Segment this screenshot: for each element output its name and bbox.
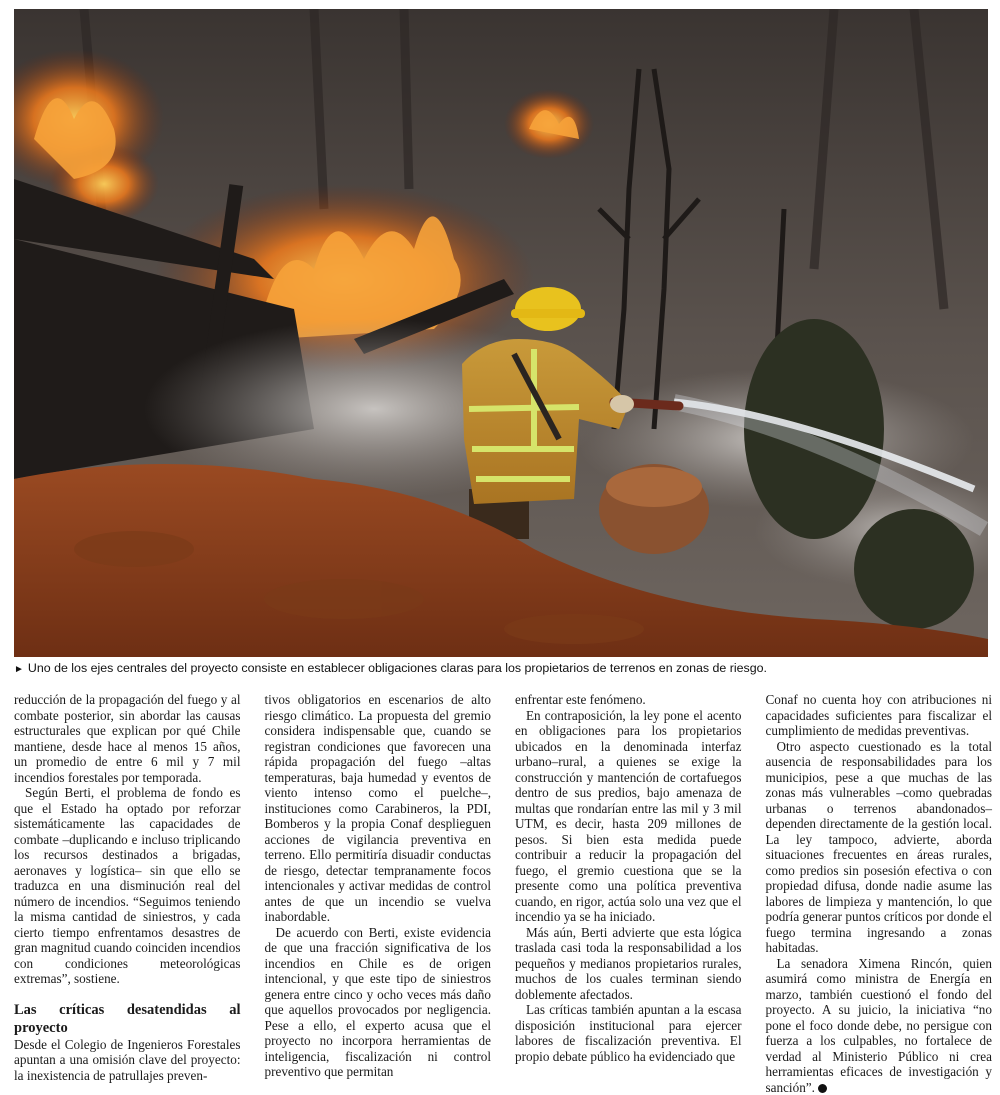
photo-caption [14, 660, 994, 678]
column-1 [14, 692, 241, 1084]
paragraph: Conaf no cuenta hoy con atribuciones ni capacidades suficientes para fiscalizar el cumplimiento de medidas preventivas. [766, 692, 993, 739]
column-2 [265, 692, 492, 1084]
paragraph-text: La senadora Ximena Rincón, quien asumirá como ministra de Energía en marzo, también cuestionó el fondo del proyecto. A su juicio, la iniciativa “no pone el foco donde debe, no persigue con fuerza a los culpables, no fortalece de verdad al Ministerio Público ni crea herramientas eficaces de investigación y sanción”. [766, 956, 993, 1095]
paragraph: Las críticas también apuntan a la escasa disposición institucional para ejercer labores de fiscalización preventiva. El propio debate público ha evidenciado que [515, 1002, 742, 1064]
caption-text: Uno de los ejes centrales del proyecto consiste en establecer obligaciones claras para los propietarios de terrenos en zonas de riesgo. [28, 661, 767, 675]
paragraph: Más aún, Berti advierte que esta lógica traslada casi toda la responsabilidad a los pequeños y medianos propietarios rurales, muchos de los cuales terminan siendo doblemente afectados. [515, 925, 742, 1003]
paragraph: tivos obligatorios en escenarios de alto riesgo climático. La propuesta del gremio considera indispensable que, cuando se registran condiciones que favorecen una rápida propagación del fuego –altas temperaturas, baja humedad y eventos de viento intenso como el puelche–, instituciones como Carabineros, la PDI, Bomberos y la propia Conaf desplieguen acciones de vigilancia preventiva en terreno. Ello permitiría disuadir conductas de riesgo, detectar tempranamente focos intencionales y activar medidas de control antes de que un incendio se vuelva inabordable. [265, 692, 492, 925]
paragraph-last [766, 956, 993, 1095]
end-of-article-icon [818, 1084, 827, 1093]
paragraph: reducción de la propagación del fuego y al combate posterior, sin abordar las causas estructurales que explican por qué Chile mantiene, desde hace al menos 15 años, un promedio de entre 6 mil y 7 mil incendios forestales por temporada. [14, 692, 241, 785]
paragraph: enfrentar este fenómeno. [515, 692, 742, 708]
news-photo [14, 9, 988, 657]
paragraph: De acuerdo con Berti, existe evidencia de que una fracción significativa de los incendios en Chile es de origen intencional, y que este tipo de siniestros genera entre cinco y ocho veces más daño que aquellos provocados por negligencia. Pese a ello, el experto acusa que el proyecto no incorpora herramientas de inteligencia, fiscalización ni control preventivo que permitan [265, 925, 492, 1080]
column-3 [515, 692, 742, 1084]
paragraph: Desde el Colegio de Ingenieros Forestales apuntan a una omisión clave del proyecto: la inexistencia de patrullajes preven- [14, 1037, 241, 1084]
article-columns [14, 692, 992, 1084]
paragraph: Según Berti, el problema de fondo es que el Estado ha optado por reforzar sistemáticamente las capacidades de combate –duplicando e incluso triplicando los recursos destinados a brigadas, aeronaves y logística– sin que ello se traduzca en una disminución real del número de incendios. “Seguimos teniendo la misma cantidad de siniestros, y cada cierto tiempo enfrentamos desastres de gran magnitud cuando coinciden incendios con condiciones meteorológicas extremas”, sostiene. [14, 785, 241, 987]
column-4 [766, 692, 993, 1084]
paragraph: En contraposición, la ley pone el acento en obligaciones para los propietarios ubicados en la denominada interfaz urbano–rural, a quienes se exige la construcción y mantención de cortafuegos dentro de sus predios, bajo amenaza de multas que rondarían entre las mil y 3 mil UTM, es decir, hasta 209 millones de pesos. Si bien esta medida puede contribuir a reducir la propagación del fuego, el gremio cuestiona que se la presente como una política preventiva cuando, en rigor, actúa solo una vez que el incendio ya se ha iniciado. [515, 708, 742, 925]
paragraph: Otro aspecto cuestionado es la total ausencia de responsabilidades para los municipios, pese a que muchas de las zonas más vulnerables –como quebradas urbanas o terrenos abandonados– dependen directamente de la gestión local. La ley tampoco, advierte, aborda situaciones frecuentes en áreas rurales, como predios sin posesión efectiva o con propiedad difusa, donde nadie asume las labores de limpieza y mantención, lo que podría generar puntos críticos por donde el fuego termina ingresando a zonas habitadas. [766, 739, 993, 956]
section-heading: Las críticas desatendidas al proyecto [14, 1001, 241, 1037]
caption-marker: ► [14, 664, 24, 675]
